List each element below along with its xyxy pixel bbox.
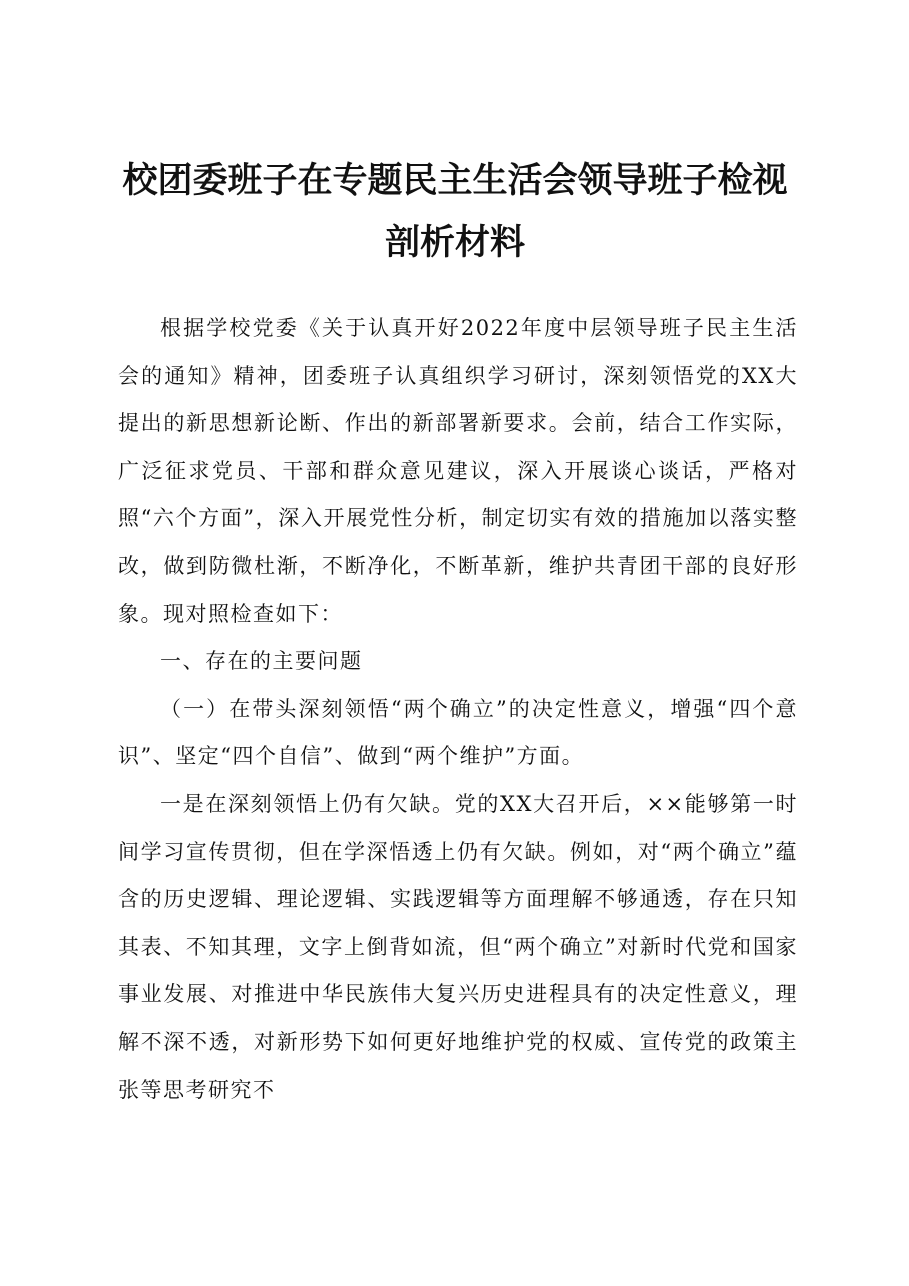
subsection-heading-1: （一）在带头深刻领悟“两个确立”的决定性意义，增强“四个意识”、坚定“四个自信”、做到“两个维护”方面。 xyxy=(118,696,798,769)
section-heading-problems: 一、存在的主要问题 xyxy=(160,649,363,674)
document-title: 校团委班子在专题民主生活会领导班子检视剖析材料 xyxy=(122,160,788,263)
intro-paragraph: 根据学校党委《关于认真开好2022年度中层领导班子民主生活会的通知》精神，团委班子认真组织学习研讨，深刻领悟党的XX大提出的新思想新论断、作出的新部署新要求。会前，结合工作实际，广泛征求党员、干部和群众意见建议，深入开展谈心谈话，严格对照“六个方面”，深入开展党性分析，制定切实有效的措施加以落实整改，做到防微杜渐，不断净化，不断革新，维护共青团干部的良好形象。现对照检查如下： xyxy=(118,316,798,626)
document-body xyxy=(118,305,798,1114)
body-paragraph-1: 一是在深刻领悟上仍有欠缺。党的XX大召开后，××能够第一时间学习宣传贯彻，但在学深悟透上仍有欠缺。例如，对“两个确立”蕴含的历史逻辑、理论逻辑、实践逻辑等方面理解不够通透，存在只知其表、不知其理，文字上倒背如流，但“两个确立”对新时代党和国家事业发展、对推进中华民族伟大复兴历史进程具有的决定性意义，理解不深不透，对新形势下如何更好地维护党的权威、宣传党的政策主张等思考研究不 xyxy=(118,791,798,1102)
